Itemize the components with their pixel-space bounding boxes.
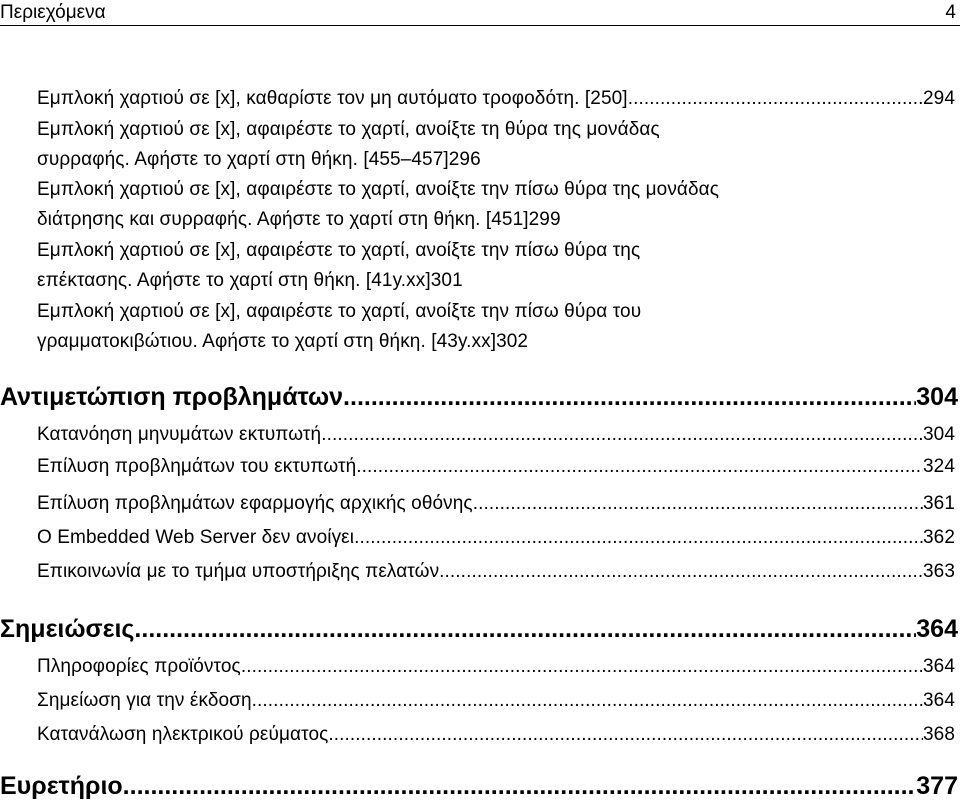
- toc-entry-title-line1: Εμπλοκή χαρτιού σε [x], αφαιρέστε το χαρτί, ανοίξτε τη θύρα της μονάδας: [37, 119, 660, 140]
- toc-entry-page: 294: [922, 88, 955, 109]
- toc-leader-dots: [628, 87, 923, 111]
- toc-entry-title-line2: συρραφής. Αφήστε το χαρτί στη θήκη. [455–457]: [37, 149, 449, 170]
- toc-entry-title-line2: γραμματοκιβώτιου. Αφήστε το χαρτί στη θήκη. [43y.xx]: [37, 331, 497, 352]
- header-divider: [0, 25, 960, 26]
- toc-entry-title-line1: Εμπλοκή χαρτιού σε [x], αφαιρέστε το χαρτί, ανοίξτε την πίσω θύρα της: [37, 240, 641, 261]
- page-header: [0, 0, 960, 26]
- toc-entry-page: 301: [430, 270, 463, 291]
- toc-entry[interactable]: [37, 492, 955, 516]
- toc-entry-page: 304: [922, 424, 955, 445]
- toc-entry[interactable]: [37, 118, 955, 172]
- toc-entry-title: Ο Embedded Web Server δεν ανοίγει: [37, 527, 355, 548]
- toc-leader-dots: [241, 655, 923, 679]
- toc-entry[interactable]: [37, 87, 955, 111]
- toc-entry[interactable]: [37, 455, 955, 479]
- toc-entry-page: 296: [448, 149, 481, 170]
- toc-entry[interactable]: [37, 300, 955, 354]
- toc-entry-title-line2: επέκτασης. Αφήστε το χαρτί στη θήκη. [41y.xx]: [37, 270, 431, 291]
- toc-entry-page: 363: [922, 561, 955, 582]
- toc-chapter[interactable]: [0, 382, 958, 412]
- toc-chapter-page: 304: [916, 383, 958, 411]
- toc-entry[interactable]: [37, 526, 955, 550]
- toc-leader-dots: [439, 560, 923, 584]
- toc-chapter-title: Σημειώσεις: [0, 615, 135, 643]
- toc-leader-dots: [252, 689, 923, 713]
- toc-entry-page: 302: [496, 331, 529, 352]
- toc-chapter-title: Ευρετήριο: [0, 772, 123, 800]
- toc-entry[interactable]: [37, 655, 955, 679]
- toc-entry-page: 361: [922, 493, 955, 514]
- toc-entry-title: Πληροφορίες προϊόντος: [37, 656, 241, 677]
- toc-leader-dots: [354, 526, 923, 550]
- toc-chapter[interactable]: [0, 771, 958, 801]
- toc-chapter-page: 377: [916, 772, 958, 800]
- toc-entry-title: Κατανόηση μηνυμάτων εκτυπωτή: [37, 424, 322, 445]
- toc-entry-title-line1: Εμπλοκή χαρτιού σε [x], αφαιρέστε το χαρτί, ανοίξτε την πίσω θύρα του: [37, 301, 642, 322]
- toc-entry[interactable]: [37, 689, 955, 713]
- toc-entry[interactable]: [37, 239, 955, 293]
- toc-entry-title: Σημείωση για την έκδοση: [37, 690, 252, 711]
- toc-chapter[interactable]: [0, 614, 958, 644]
- toc-entry-title-line2: διάτρησης και συρραφής. Αφήστε το χαρτί στη θήκη. [451]: [37, 209, 529, 230]
- toc-chapter-title: Αντιμετώπιση προβλημάτων: [0, 383, 344, 411]
- header-title: Περιεχόμενα: [0, 2, 106, 23]
- toc-entry-title: Κατανάλωση ηλεκτρικού ρεύματος: [37, 724, 329, 745]
- toc-entry-title: Επικοινωνία με το τμήμα υποστήριξης πελατών: [37, 561, 440, 582]
- toc-entry-page: 362: [922, 527, 955, 548]
- toc-leader-dots: [473, 492, 923, 516]
- toc-leader-dots: [356, 455, 923, 479]
- toc-leader-dots: [134, 614, 916, 644]
- toc-entry[interactable]: [37, 178, 955, 232]
- toc-entry-page: 324: [922, 456, 955, 477]
- header-page-number: 4: [945, 2, 956, 23]
- toc-entry-page: 299: [528, 209, 561, 230]
- toc-leader-dots: [343, 382, 916, 412]
- toc-chapter-page: 364: [916, 615, 958, 643]
- toc-entry-title: Επίλυση προβλημάτων του εκτυπωτή: [37, 456, 357, 477]
- toc-leader-dots: [123, 771, 917, 801]
- toc-entry-title-line1: Εμπλοκή χαρτιού σε [x], αφαιρέστε το χαρτί, ανοίξτε την πίσω θύρα της μονάδας: [37, 179, 720, 200]
- toc-entry-title: Επίλυση προβλημάτων εφαρμογής αρχικής οθόνης: [37, 493, 473, 514]
- toc-entry[interactable]: [37, 560, 955, 584]
- toc-entry-page: 364: [922, 656, 955, 677]
- toc-leader-dots: [328, 723, 923, 747]
- toc-entry[interactable]: [37, 723, 955, 747]
- toc-entry-title: Εμπλοκή χαρτιού σε [x], καθαρίστε τον μη αυτόματο τροφοδότη. [250]: [37, 88, 628, 109]
- toc-entry[interactable]: [37, 423, 955, 447]
- toc-entry-page: 368: [922, 724, 955, 745]
- toc-entry-page: 364: [922, 690, 955, 711]
- toc-leader-dots: [321, 423, 923, 447]
